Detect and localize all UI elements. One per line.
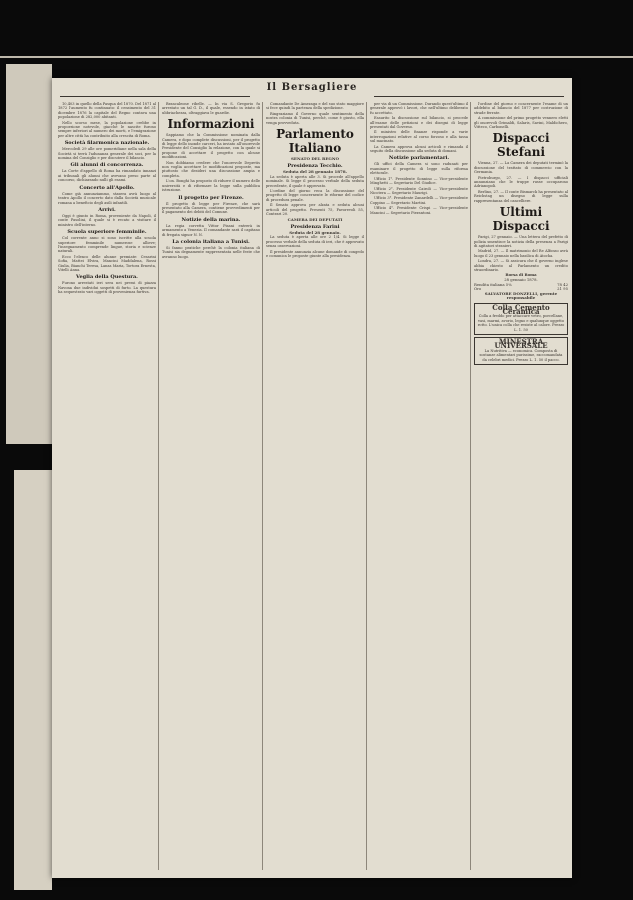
article-paragraph: Comandante De Amezaga e del suo stato maggiore si fece quindi la partenza della spedizione. — [266, 102, 364, 111]
stock-value: 78 42 — [557, 281, 568, 287]
article-paragraph: Si fanno pratiche perchè la colonia italiana di Tunisi sia degnamente rappresentata nelle feste che avranno luogo. — [162, 245, 260, 259]
advertisement-text: La Nutritiva — economica. Composta di sostanze alimentari purissime, raccomandata da celebri medici. Prezzo L. 1. 50 il pacco. — [479, 348, 563, 362]
article-paragraph: Il presidente annunzia alcune domande di congedo e comunica le proposte giunte alla presidenza. — [266, 249, 364, 258]
article-heading: Arrivi. — [98, 206, 116, 213]
masthead-rule-right — [374, 96, 564, 97]
section-heading: Dispacci Stefani — [492, 131, 550, 160]
article-paragraph: Esaurito la discussione sul bilancio, si procede all'esame delle petizioni e dei disegni di legge presentati dal Governo. — [370, 116, 468, 130]
column-separator — [158, 102, 159, 870]
article-heading: Notizie della marina. — [181, 216, 241, 223]
article-paragraph: l'ordine del giorno e concernente l'esame di un addebito al bilancio del 1877 per costruzione di strade ferrate. — [474, 102, 568, 115]
article-paragraph: Il Senato approva per alzata e seduta alcuni articoli del progetto. Presenti 75, Favorevoli 55, Contrari 20. — [266, 203, 364, 217]
column-3-text — [266, 102, 364, 258]
subheading: SENATO DEL REGNO — [291, 156, 339, 162]
article-paragraph: La seduta è aperta alle 3. Si procede all'appello nominale. Si legge il processo verbale della seduta precedente, il quale è approvato. — [266, 174, 364, 188]
article-heading: Notizie parlamentari. — [388, 155, 450, 162]
stock-exchange-title: Borsa di Roma — [505, 272, 537, 278]
article-heading: Gli alunni di concorrenza. — [70, 162, 144, 169]
article-paragraph: Il ministro delle finanze risponde a varie interrogazioni relative al corso forzoso e alla tassa sul macinato. — [370, 130, 468, 144]
article-heading: Concerto all'Apollo. — [79, 184, 135, 191]
section-heading: Ultimi Dispacci — [492, 205, 550, 234]
article-paragraph: Nello scorso mese, la popolazione crebbe in proporzione notevole, giacchè le nascite furono sempre inferiori al numero dei morti, e l'emigrazione per altre città ha contribuito alla crescita di Roma. — [58, 120, 156, 138]
article-paragraph: Brancaleone ribelle. — In via S. Gregorio fu arrestato un tal G. D., il quale, essendo in istato di ubbriachezza, oltraggiava le guardie. — [162, 102, 260, 115]
article-paragraph: Come già annunziammo, stasera avrà luogo al teatro Apollo il concerto dato dalla Società musicale romana a beneficio degli asili infantili. — [58, 191, 156, 205]
masthead-title: Il Bersagliere — [266, 82, 358, 93]
article-paragraph: Parigi, 27 gennaio. — Una lettera del prefetto di polizia smentisce la notizia della presenza a Parigi di agitatori stranieri. — [474, 235, 568, 248]
article-paragraph: La Camera approva alcuni articoli e rimanda il seguito della discussione alla seduta di domani. — [370, 144, 468, 154]
column-separator — [262, 102, 263, 870]
stock-label: Oro — [474, 286, 482, 292]
article-paragraph: Mercoledì 29 alle ore pomeridiane nella sala della Società si terrà l'adunanza generale dei soci, per la nomina del Consiglio e per discutere il bilancio. — [58, 147, 156, 161]
article-paragraph: per via di un Commissione. Durando quest'ultimo il generale approvò i lavori, che nell'ultimo deliberato fu accettato. — [370, 102, 468, 115]
article-paragraph: Ufficio 1°. Presidente Sonnino — Vice-presidente Minghetti — Segretario Del Giudice. — [370, 176, 468, 186]
article-paragraph: A commissione del primo progetto vennero eletti gli onorevoli Grimaldi, Salaris, Savini, Maldichero, Vitteco, Carbonelli. — [474, 116, 568, 130]
article-paragraph: Madrid, 27. — Il matrimonio del Re Alfonso avrà luogo il 23 gennaio nella basilica di Atocha. — [474, 249, 568, 258]
advertisement-title: Colla Cemento Ceramica — [492, 302, 550, 316]
article-paragraph: Sappiamo che la Commissione nominata dalla Camera, e dopo complete discussioni, per il progetto di legge dello inonde carceri, ha inviato all'onorevole Presidente del Consiglio la relazione, con la quale si propone di accettare il progetto con alcune modificazioni. — [162, 133, 260, 160]
subheading: Seduta del 28 gennaio. — [289, 229, 341, 235]
column-1 — [58, 102, 156, 870]
column-5 — [474, 102, 568, 870]
stock-value: 21 95 — [557, 286, 568, 292]
column-4 — [370, 102, 468, 870]
article-paragraph: Ecco l'elenco delle alunne premiate: Cesarini Sofia, Mattei Elvira, Mancini Maddalena, Rossi Giulia, Bianchi Teresa, Lanza Maria, Tortora Ernesta, Vitelli Anna. — [58, 254, 156, 272]
section-heading: Parlamento Italiano — [276, 127, 354, 156]
article-paragraph: 10,403 in quello della Pasqua del 1870. Del 1871 al 1872 l'aumento fu continuato: il censimento del 31 dicembre 1876 la capitale del Regno contava una popolazione di 282,000 abitanti. — [58, 102, 156, 120]
article-paragraph: Pietroburgo, 27. — I dispacci ufficiali annunziano che le truppe russe occuparono Adrianopoli. — [474, 175, 568, 189]
masthead — [52, 82, 572, 100]
article-paragraph: Londra, 27. — Si assicura che il governo inglese abbia chiesto al Parlamento un credito straordinario. — [474, 259, 568, 272]
column-3 — [266, 102, 364, 870]
article-paragraph: La Corte d'appello di Roma ha rimandato innanzi ai tribunali gli alunni che avevano preso parte al concorso, dichiarando nulli gli esami. — [58, 169, 156, 183]
article-paragraph: L'on. Bonghi ha proposto di ridurre il numero delle università e di riformare la legge sulla pubblica istruzione. — [162, 179, 260, 193]
section-heading: Informazioni — [167, 117, 255, 132]
article-heading: Veglia della Questura. — [76, 274, 138, 281]
article-heading: Presidenza Tecchio. — [287, 163, 343, 170]
article-heading: Scuola superiore femminile. — [67, 229, 147, 236]
column-4-text — [370, 102, 468, 215]
article-paragraph: L'ordine del giorno reca la discussione del progetto di legge concernente le riforme del codice di procedura penale. — [266, 189, 364, 202]
article-paragraph: Il progetto di legge per Firenze, che sarà presentato alla Camera, contiene provvedimenti per il pagamento dei debiti del Comune. — [162, 201, 260, 215]
masthead-rule-left — [60, 96, 250, 97]
article-paragraph: Ufficio 2°. Presidente Cairoli — Vice-presidente Nicotera — Segretario Maurigi. — [370, 186, 468, 195]
article-heading: Il progetto per Firenze. — [178, 194, 244, 201]
article-paragraph: Oggi è giunto in Roma, proveniente da Napoli, il conte Pasolini, il quale si è recato a visitare il ministro dell'interno. — [58, 213, 156, 227]
stock-exchange-date: 28 gennaio 1878. — [504, 276, 538, 282]
article-paragraph: Col corrente anno si sono iscritte alla scuola superiore femminile numerose allieve; l'insegnamento comprende lingue, storia e scienze naturali. — [58, 236, 156, 254]
previous-page-edge-lower — [14, 470, 52, 890]
article-heading: Società filarmonica nazionale. — [64, 140, 150, 147]
subheading: CAMERA DEI DEPUTATI — [287, 216, 343, 222]
advertisement-box — [474, 303, 568, 335]
article-paragraph: Non dobbiamo credere che l'onorevole Depretis non voglia accettare le modificazioni proposte, ma piuttosto che desideri una discussione ampia e completa. — [162, 160, 260, 178]
article-paragraph: Gli uffici della Camera si sono radunati per esaminare il progetto di legge sulla riforma elettorale. — [370, 162, 468, 176]
column-1-text — [58, 102, 156, 295]
article-heading: Presidenza Farini — [290, 223, 340, 230]
article-heading: La colonia italiana a Tunisi. — [172, 238, 250, 245]
article-paragraph: Ufficio 4°. Presidente Crispi — Vice-presidente Mancini — Segretario Pierantoni. — [370, 206, 468, 215]
scan-edge-line — [0, 56, 633, 58]
advertisement-title: MINESTRA UNIVERSALE — [494, 336, 548, 351]
article-paragraph: La regia corvetta Vittor Pisani entrerà in armamento a Venezia. Il comandante sarà il capitano di fregata signor N. N. — [162, 223, 260, 237]
article-paragraph: Berlino, 27. — Il conte Bismarck ha presentato al Reichstag un disegno di legge sulla rappresentanza del cancelliere. — [474, 189, 568, 203]
stock-label: Rendita italiana 5% — [474, 281, 512, 287]
article-paragraph: Furono arrestati ieri sera nei pressi di piazza Navona due individui sospetti di furto. La questura ha sequestrato vari oggetti di provenienza furtiva. — [58, 281, 156, 295]
stock-exchange-box — [474, 273, 568, 291]
column-separator — [470, 102, 471, 870]
article-paragraph: Vienna, 27. — La Camera dei deputati terminò la discussione del trattato di commercio con la Germania. — [474, 161, 568, 175]
article-paragraph: La seduta è aperta alle ore 2 1/4. Si legge il processo verbale della seduta di ieri, che è approvato senza osservazioni. — [266, 235, 364, 249]
subheading: SALVATORE DONZELLI, gerente responsabile — [484, 290, 558, 301]
column-2-text — [162, 102, 260, 259]
article-paragraph: Ufficio 3°. Presidente Zanardelli — Vice-presidente Coppino — Segretario Martini. — [370, 196, 468, 205]
newspaper-page — [52, 78, 572, 878]
column-2 — [162, 102, 260, 870]
subheading: Seduta del 28 gennaio 1878. — [282, 169, 348, 175]
advertisement-text: Colla a freddo per attaccare vetro, porcellane, vasi, marmi, avorio, legno e qualunque oggetto rotto. L'unica colla che resiste al calore. Prezzo L. 1. 50 — [477, 314, 565, 332]
column-separator — [366, 102, 367, 870]
advertisement-box — [474, 337, 568, 365]
article-paragraph: Ringraziamo il Governo quale sentimento della nostra colonia di Tunisi, perchè, come è giusto, ella venga provveduta. — [266, 111, 364, 125]
column-5-text — [474, 102, 568, 365]
previous-page-edge — [6, 64, 52, 444]
